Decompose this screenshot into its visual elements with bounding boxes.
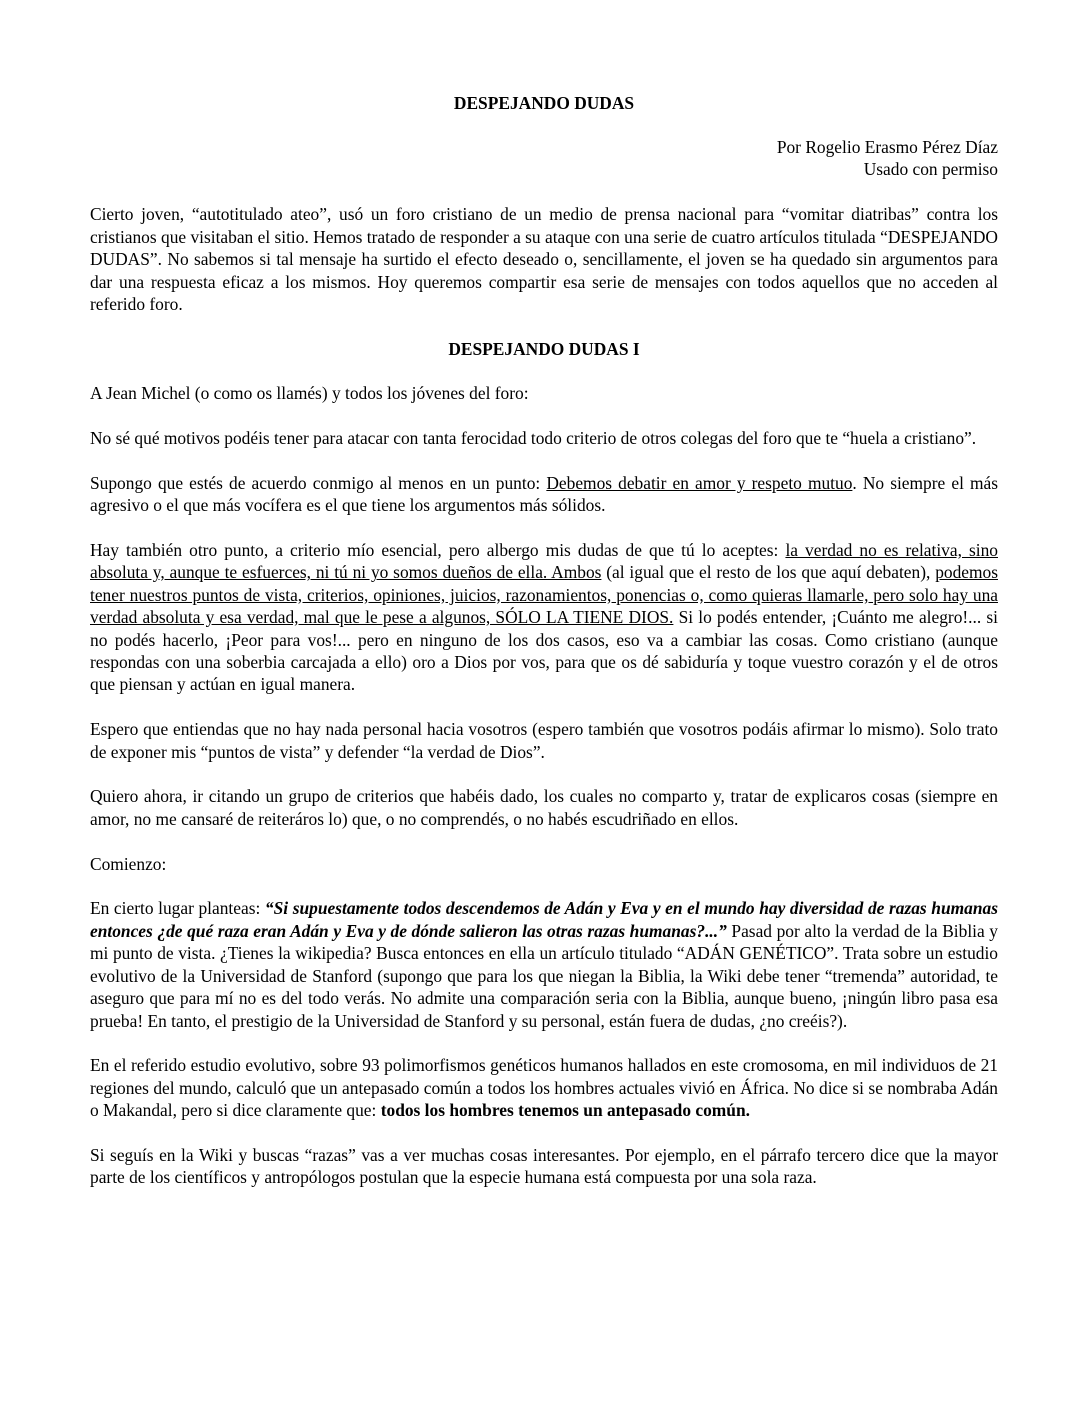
intro-paragraph: Cierto joven, “autotitulado ateo”, usó un foro cristiano de un medio de prensa nacional para “vomitar diatribas” contra los cristianos que visitaban el sitio. Hemos tratado de responder a su ataque con una serie de cuatro artículos titulada “DESPEJANDO DUDAS”. No sabemos si tal mensaje ha surtido el efecto deseado o, sencillamente, el joven se ha quedado sin argumentos para dar una respuesta eficaz a los mismos. Hoy queremos compartir esa serie de mensajes con todos aquellos que no acceden al referido foro. [90,204,998,315]
motives-paragraph: No sé qué motivos podéis tener para atacar con tanta ferocidad todo criterio de otros colegas del foro que te “huela a cristiano”. [90,428,977,449]
adam-tail: Pasad por alto la verdad de la Biblia y mi punto de vista. ¿Tienes la wikipedia? Busca entonces en ella un artículo titulado “ADÁN GENÉTICO”. Trata sobre un estudio evolutivo de la Universidad de Stanford (supongo que para los que niegan la Biblia, la Wiki debe tener “tremenda” autoridad, te aseguro que para mí no es del todo verás. No admite una comparación seria con la Biblia, aunque bueno, ¡ningún libro pasa esa prueba! En tanto, el prestigio de la Universidad de Stanford y su personal, están fuera de dudas, ¿no creéis?). [90,920,998,1031]
author-line: Por Rogelio Erasmo Pérez Díaz [776,137,998,158]
agreement-paragraph [90,472,998,517]
truth-underlined-2: podemos tener nuestros puntos de vista, criterios, opiniones, juicios, razonamientos, ponencias o, como quieras llamarle, pero solo hay una verdad absoluta y esa verdad, mal que le pese a algunos, SÓLO LA TIENE DIOS. [90,562,998,628]
truth-underlined-1: la verdad no es relativa, sino absoluta y, aunque te esfuerces, ni tú ni yo somos dueños de ella. Ambos [90,540,998,583]
study-bold: todos los hombres tenemos un antepasado común. [380,1100,750,1121]
start-paragraph: Comienzo: [90,853,167,874]
adam-paragraph [90,897,998,1031]
truth-lead: Hay también otro punto, a criterio mío esencial, pero albergo mis dudas de que tú lo aceptes: [90,540,786,561]
agreement-tail: . No siempre el más agresivo o el que más vocífera es el que tiene los argumentos más sólidos. [90,472,999,516]
truth-mid: (al igual que el resto de los que aquí debaten), [601,562,936,583]
hope-paragraph: Espero que entiendas que no hay nada personal hacia vosotros (espero también que vosotros podáis afirmar lo mismo). Solo trato de exponer mis “puntos de vista” y defender “la verdad de Dios”. [90,719,998,762]
truth-tail: Si lo podés entender, ¡Cuánto me alegro!... si no podés hacerlo, ¡Peor para vos!... pero en ninguno de los dos casos, eso va a cambiar las cosas. Como cristiano (aunque respondas con una soberbia carcajada a ello) oro a Dios por vos, para que os dé sabiduría y toque vuestro corazón y el de otros que piensan y actúan en igual manera. [90,607,998,695]
byline [90,136,998,180]
races-paragraph: Si seguís en la Wiki y buscas “razas” vas a ver muchas cosas interesantes. Por ejemplo, en el párrafo tercero dice que la mayor parte de los científicos y antropólogos postulan que la especie humana está compuesta por una sola raza. [90,1144,998,1188]
agreement-underlined: Debemos debatir en amor y respeto mutuo [546,472,853,493]
study-paragraph [90,1054,998,1121]
adam-lead: En cierto lugar planteas: [90,898,265,919]
salutation-paragraph: A Jean Michel (o como os llamés) y todos los jóvenes del foro: [90,383,529,404]
adam-quote: “Si supuestamente todos descendemos de Adán y Eva y en el mundo hay diversidad de razas humanas entonces ¿de qué raza eran Adán y Eva y de dónde salieron las otras razas humanas?...” [90,898,998,941]
quote-intro-paragraph: Quiero ahora, ir citando un grupo de criterios que habéis dado, los cuales no comparto y, tratar de explicaros cosas (siempre en amor, no me cansaré de reiteráros lo) que, o no comprendés, o no habés escudriñado en ellos. [90,786,998,829]
document-page [90,92,998,1211]
study-lead: En el referido estudio evolutivo, sobre 93 polimorfismos genéticos humanos hallados en este cromosoma, en mil individuos de 21 regiones del mundo, calculó que un antepasado común a todos los hombres actuales vivió en África. No dice si se nombraba Adán o Makandal, pero si dice claramente que: [90,1055,998,1121]
agreement-lead: Supongo que estés de acuerdo conmigo al menos en un punto: [90,472,547,493]
truth-paragraph [90,539,998,696]
document-title: DESPEJANDO DUDAS [453,93,635,113]
section-title: DESPEJANDO DUDAS I [448,338,640,359]
permission-line: Usado con permiso [863,159,998,180]
